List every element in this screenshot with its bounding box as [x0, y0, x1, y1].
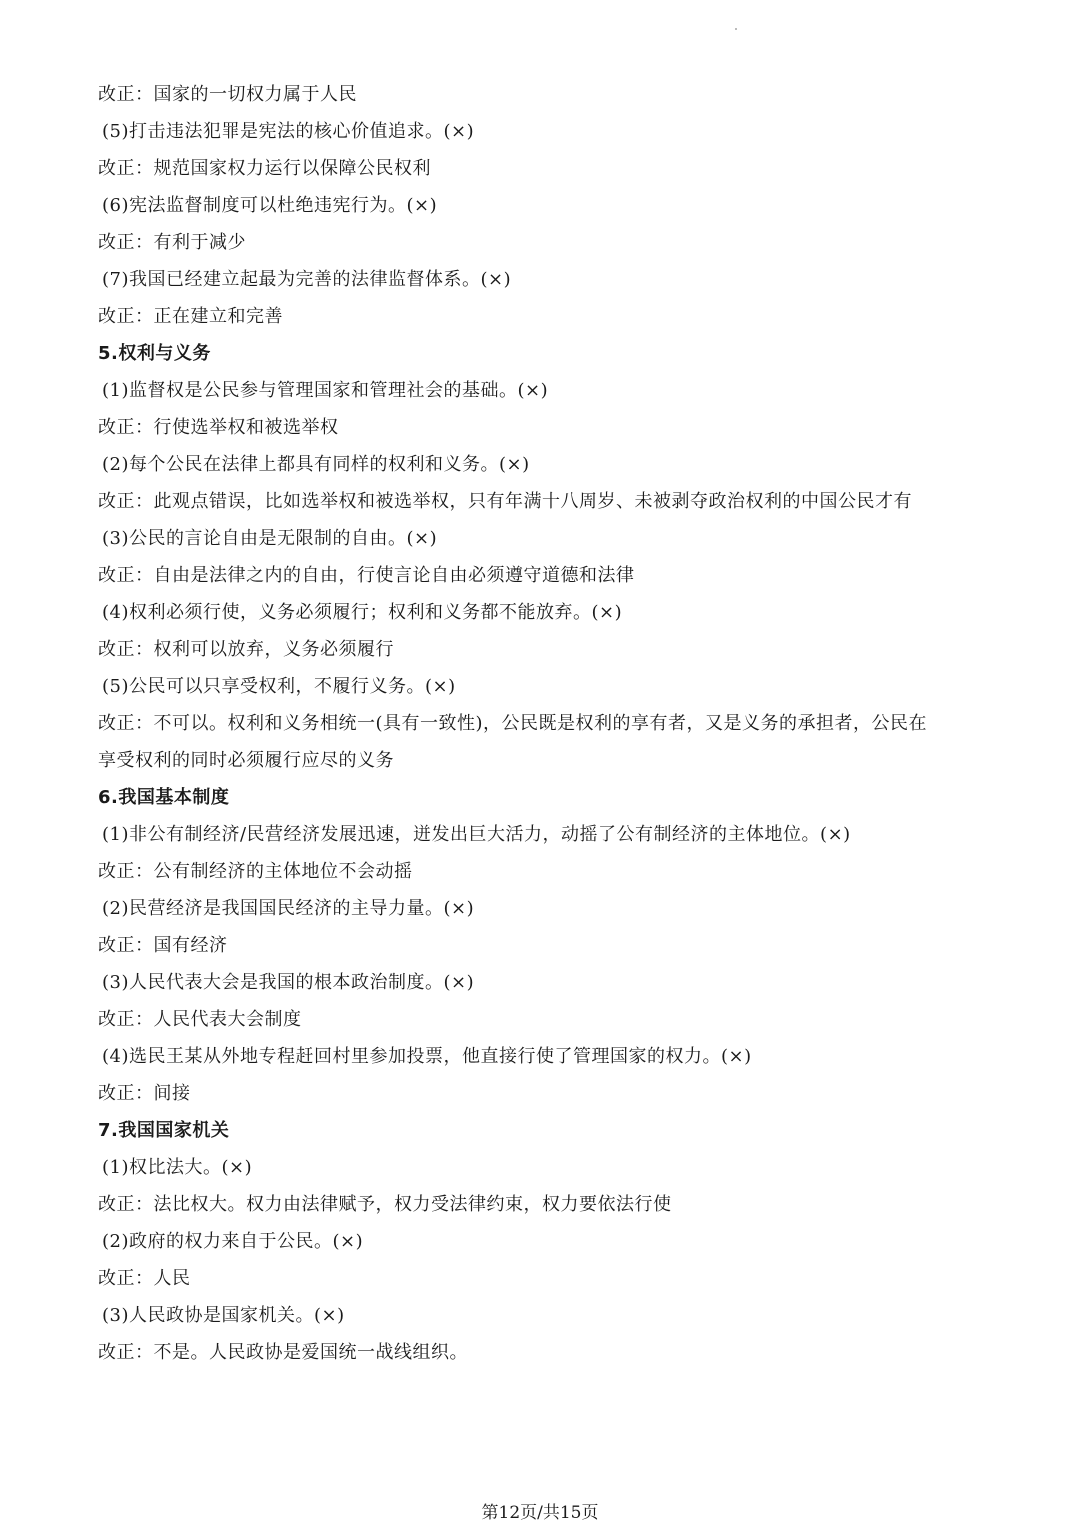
- section-heading: 6.我国基本制度: [98, 787, 230, 808]
- correction-line: 改正：此观点错误，比如选举权和被选举权，只有年满十八周岁、未被剥夺政治权利的中国公民才有: [98, 491, 912, 512]
- section-heading: 7.我国国家机关: [98, 1120, 230, 1141]
- correction-line: 改正：有利于减少: [98, 232, 246, 253]
- correction-line: 改正：公有制经济的主体地位不会动摇: [98, 861, 413, 882]
- statement-item: (6)宪法监督制度可以杜绝违宪行为。(×): [102, 195, 438, 216]
- page-number: 第12页/共15页: [481, 1503, 599, 1523]
- statement-item: (3)公民的言论自由是无限制的自由。(×): [102, 528, 438, 549]
- scan-speck: [735, 28, 737, 30]
- statement-item: (2)每个公民在法律上都具有同样的权利和义务。(×): [102, 454, 530, 475]
- correction-line: 改正：正在建立和完善: [98, 306, 283, 327]
- statement-item: (1)非公有制经济/民营经济发展迅速，迸发出巨大活力，动摇了公有制经济的主体地位。(×): [102, 824, 851, 845]
- statement-item: (1)权比法大。(×): [102, 1157, 253, 1178]
- section-heading: 5.权利与义务: [98, 343, 211, 364]
- correction-line: 改正：人民代表大会制度: [98, 1009, 302, 1030]
- correction-line: 享受权利的同时必须履行应尽的义务: [98, 750, 394, 771]
- correction-line: 改正：自由是法律之内的自由，行使言论自由必须遵守道德和法律: [98, 565, 635, 586]
- statement-item: (7)我国已经建立起最为完善的法律监督体系。(×): [102, 269, 512, 290]
- statement-item: (2)政府的权力来自于公民。(×): [102, 1231, 364, 1252]
- correction-line: 改正：不是。人民政协是爱国统一战线组织。: [98, 1342, 468, 1363]
- document-body: [98, 76, 998, 1371]
- statement-item: (3)人民政协是国家机关。(×): [102, 1305, 345, 1326]
- statement-item: (3)人民代表大会是我国的根本政治制度。(×): [102, 972, 475, 993]
- statement-item: (4)权利必须行使，义务必须履行；权利和义务都不能放弃。(×): [102, 602, 623, 623]
- statement-item: (1)监督权是公民参与管理国家和管理社会的基础。(×): [102, 380, 549, 401]
- statement-item: (4)选民王某从外地专程赶回村里参加投票，他直接行使了管理国家的权力。(×): [102, 1046, 752, 1067]
- correction-line: 改正：国家的一切权力属于人民: [98, 84, 357, 105]
- correction-line: 改正：不可以。权利和义务相统一(具有一致性)，公民既是权利的享有者，又是义务的承担者，公民在: [98, 713, 928, 734]
- statement-item: (5)打击违法犯罪是宪法的核心价值追求。(×): [102, 121, 475, 142]
- correction-line: 改正：人民: [98, 1268, 191, 1289]
- correction-line: 改正：国有经济: [98, 935, 228, 956]
- correction-line: 改正：法比权大。权力由法律赋予，权力受法律约束，权力要依法行使: [98, 1194, 672, 1215]
- statement-item: (2)民营经济是我国国民经济的主导力量。(×): [102, 898, 475, 919]
- correction-line: 改正：规范国家权力运行以保障公民权利: [98, 158, 431, 179]
- correction-line: 改正：行使选举权和被选举权: [98, 417, 339, 438]
- correction-line: 改正：间接: [98, 1083, 191, 1104]
- statement-item: (5)公民可以只享受权利，不履行义务。(×): [102, 676, 456, 697]
- correction-line: 改正：权利可以放弃，义务必须履行: [98, 639, 394, 660]
